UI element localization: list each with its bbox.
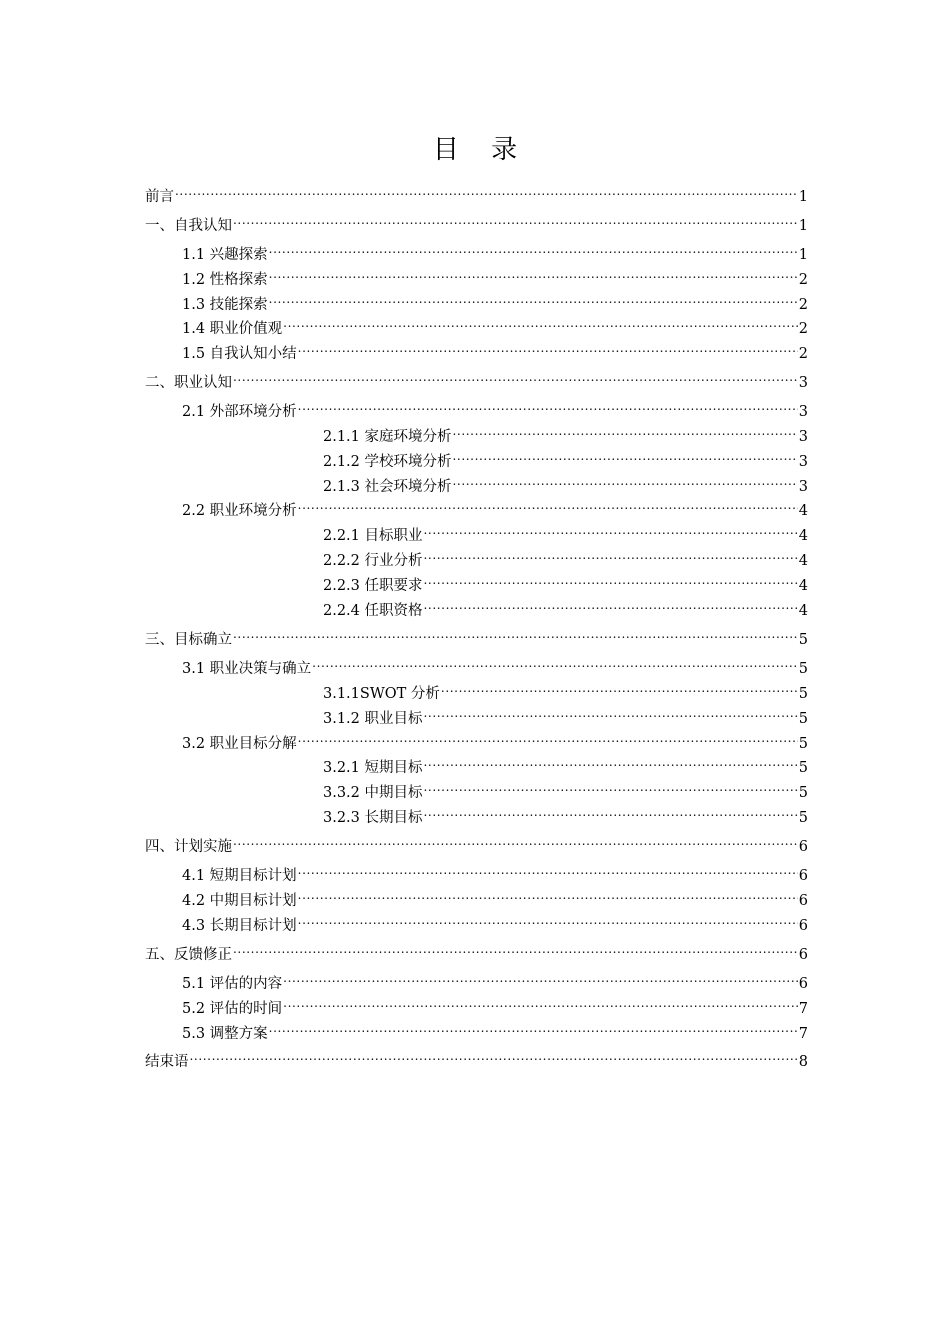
toc-page-number: 5 <box>798 686 808 702</box>
toc-page-number: 6 <box>798 868 808 884</box>
toc-page-number: 5 <box>798 632 808 648</box>
toc-entry-4-2[interactable] <box>182 885 808 909</box>
toc-entry-label: 1.4 职业价值观 <box>182 321 283 337</box>
dot-leader <box>424 570 798 590</box>
dot-leader <box>298 885 798 905</box>
toc-page-number: 6 <box>798 976 808 992</box>
toc-page-number: 3 <box>798 429 808 445</box>
toc-entry-chapter-4[interactable] <box>145 831 808 855</box>
toc-entry-5-2[interactable] <box>182 993 808 1017</box>
toc-entry-label: 前言 <box>145 189 174 205</box>
toc-entry-1-3[interactable] <box>182 289 808 313</box>
toc-entry-label: 2.1 外部环境分析 <box>182 404 297 420</box>
toc-entry-1-5[interactable] <box>182 338 808 362</box>
toc-entry-label: 3.2.3 长期目标 <box>323 810 423 826</box>
toc-entry-label: 2.1.2 学校环境分析 <box>323 454 452 470</box>
dot-leader <box>233 831 798 851</box>
toc-page-number: 2 <box>798 321 808 337</box>
toc-page-number: 5 <box>798 760 808 776</box>
dot-leader <box>283 313 798 333</box>
toc-page-number: 5 <box>798 785 808 801</box>
dot-leader <box>424 545 798 565</box>
toc-entry-2-2-2[interactable] <box>323 545 808 569</box>
toc-page-number: 3 <box>798 479 808 495</box>
toc-entry-1-2[interactable] <box>182 264 808 288</box>
toc-entry-4-3[interactable] <box>182 910 808 934</box>
toc-entry-label: 5.3 调整方案 <box>182 1026 268 1042</box>
toc-entry-3-3-2[interactable] <box>323 777 808 801</box>
toc-page-number: 2 <box>798 272 808 288</box>
toc-entry-label: 3.1 职业决策与确立 <box>182 661 312 677</box>
toc-entry-preface[interactable] <box>145 181 808 205</box>
toc-page-number: 5 <box>798 711 808 727</box>
toc-entry-4-1[interactable] <box>182 860 808 884</box>
toc-page-number: 6 <box>798 918 808 934</box>
toc-entry-label: 三、目标确立 <box>145 632 232 648</box>
toc-entry-label: 一、自我认知 <box>145 218 232 234</box>
dot-leader <box>269 264 798 284</box>
dot-leader <box>283 993 798 1013</box>
dot-leader <box>424 802 798 822</box>
toc-entry-label: 1.2 性格探索 <box>182 272 268 288</box>
toc-entry-label: 2.1.3 社会环境分析 <box>323 479 452 495</box>
dot-leader <box>424 703 798 723</box>
toc-entry-label: 2.2.1 目标职业 <box>323 528 423 544</box>
toc-page-number: 7 <box>798 1026 808 1042</box>
dot-leader <box>233 624 798 644</box>
toc-entry-label: 5.1 评估的内容 <box>182 976 283 992</box>
toc-entry-label: 1.3 技能探索 <box>182 297 268 313</box>
toc-entry-3-2-3[interactable] <box>323 802 808 826</box>
toc-entry-label: 4.3 长期目标计划 <box>182 918 297 934</box>
toc-page-number: 7 <box>798 1001 808 1017</box>
toc-page-number: 4 <box>798 578 808 594</box>
toc-entry-3-2-1[interactable] <box>323 752 808 776</box>
toc-entry-3-1[interactable] <box>182 653 808 677</box>
dot-leader <box>298 396 798 416</box>
dot-leader <box>269 1018 798 1038</box>
dot-leader <box>298 910 798 930</box>
toc-entry-chapter-1[interactable] <box>145 210 808 234</box>
toc-entry-2-2-1[interactable] <box>323 520 808 544</box>
toc-entry-2-1-3[interactable] <box>323 471 808 495</box>
dot-leader <box>269 289 798 309</box>
toc-entry-2-1[interactable] <box>182 396 808 420</box>
toc-entry-chapter-5[interactable] <box>145 939 808 963</box>
toc-entry-3-2[interactable] <box>182 728 808 752</box>
toc-page-number: 5 <box>798 810 808 826</box>
toc-page-number: 3 <box>798 375 808 391</box>
dot-leader <box>453 471 798 491</box>
dot-leader <box>233 210 798 230</box>
toc-entry-chapter-2[interactable] <box>145 367 808 391</box>
toc-page-number: 2 <box>798 297 808 313</box>
toc-title-text: 目 录 <box>432 135 530 165</box>
dot-leader <box>424 595 798 615</box>
dot-leader <box>298 495 798 515</box>
dot-leader <box>424 777 798 797</box>
toc-page-number: 3 <box>798 454 808 470</box>
toc-page-number: 6 <box>798 893 808 909</box>
dot-leader <box>312 653 798 673</box>
dot-leader <box>298 860 798 880</box>
toc-page-number: 6 <box>798 839 808 855</box>
dot-leader <box>453 446 798 466</box>
dot-leader <box>441 678 798 698</box>
toc-entry-5-3[interactable] <box>182 1018 808 1042</box>
toc-entry-2-2-3[interactable] <box>323 570 808 594</box>
dot-leader <box>233 939 798 959</box>
toc-entry-label: 4.2 中期目标计划 <box>182 893 297 909</box>
dot-leader <box>283 968 798 988</box>
toc-page-number: 1 <box>798 247 808 263</box>
toc-entry-1-1[interactable] <box>182 239 808 263</box>
toc-entry-label: 3.1.2 职业目标 <box>323 711 423 727</box>
toc-page-number: 4 <box>798 528 808 544</box>
dot-leader <box>424 520 798 540</box>
toc-entry-label: 2.2 职业环境分析 <box>182 503 297 519</box>
toc-entry-label: 2.2.2 行业分析 <box>323 553 423 569</box>
dot-leader <box>233 367 798 387</box>
dot-leader <box>298 338 798 358</box>
toc-entry-2-2-4[interactable] <box>323 595 808 619</box>
dot-leader <box>424 752 798 772</box>
toc-entry-label: 五、反馈修正 <box>145 947 232 963</box>
toc-entry-conclusion[interactable] <box>145 1046 808 1070</box>
toc-entry-2-2[interactable] <box>182 495 808 519</box>
toc-entry-label: 1.5 自我认知小结 <box>182 346 297 362</box>
toc-entry-label: 四、计划实施 <box>145 839 232 855</box>
toc-entry-label: 2.1.1 家庭环境分析 <box>323 429 452 445</box>
toc-entry-label: 3.1.1SWOT 分析 <box>323 686 440 702</box>
toc-page-number: 5 <box>798 736 808 752</box>
dot-leader <box>175 181 798 201</box>
toc-entry-1-4[interactable] <box>182 313 808 337</box>
toc-page-number: 4 <box>798 553 808 569</box>
toc-page-number: 1 <box>798 189 808 205</box>
toc-entry-label: 二、职业认知 <box>145 375 232 391</box>
toc-entry-3-1-2[interactable] <box>323 703 808 727</box>
toc-page-number: 1 <box>798 218 808 234</box>
toc-page-number: 5 <box>798 661 808 677</box>
dot-leader <box>453 421 798 441</box>
toc-page-number: 2 <box>798 346 808 362</box>
toc-entry-2-1-2[interactable] <box>323 446 808 470</box>
toc-page-number: 8 <box>798 1054 808 1070</box>
toc-entry-chapter-3[interactable] <box>145 624 808 648</box>
toc-entry-label: 5.2 评估的时间 <box>182 1001 283 1017</box>
toc-entry-3-1-1[interactable] <box>323 678 808 702</box>
toc-entry-2-1-1[interactable] <box>323 421 808 445</box>
toc-page-number: 6 <box>798 947 808 963</box>
dot-leader <box>269 239 798 259</box>
toc-entry-5-1[interactable] <box>182 968 808 992</box>
toc-page-number: 3 <box>798 404 808 420</box>
toc-page-number: 4 <box>798 503 808 519</box>
toc-entry-label: 3.3.2 中期目标 <box>323 785 423 801</box>
toc-page-number: 4 <box>798 603 808 619</box>
toc-entry-label: 4.1 短期目标计划 <box>182 868 297 884</box>
dot-leader <box>190 1046 798 1066</box>
toc-entry-label: 2.2.4 任职资格 <box>323 603 423 619</box>
toc-entry-label: 2.2.3 任职要求 <box>323 578 423 594</box>
toc-entry-label: 1.1 兴趣探索 <box>182 247 268 263</box>
toc-entry-label: 3.2 职业目标分解 <box>182 736 297 752</box>
toc-entry-label: 3.2.1 短期目标 <box>323 760 423 776</box>
toc-entry-label: 结束语 <box>145 1054 189 1070</box>
dot-leader <box>298 728 798 748</box>
